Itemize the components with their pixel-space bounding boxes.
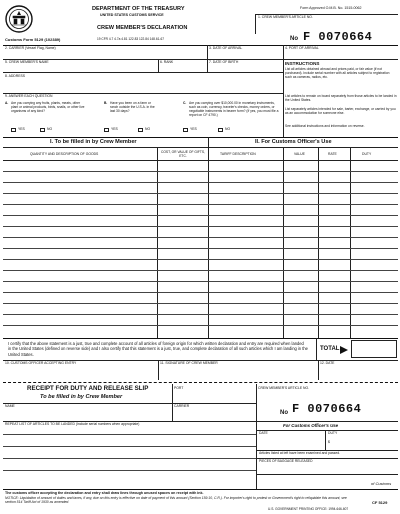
serial-number: F 0070664 bbox=[303, 30, 373, 44]
officer-section-title: II. For Customs Officer's Use bbox=[255, 139, 332, 145]
notice-text: NOTICE: Liquidation of amount of duties and taxes, if any, due on this entry is effective on date of payment of this amount (Section 159.10, C.R.). For importer's right to protest or Government's right to reliquidate this amount, see section 514 Tariff Act of 1930 as amended. bbox=[5, 496, 347, 505]
question-a-text: Are you carrying any fruits, plants, meats, other plant or animal products, birds, snails, or other live organisms of any kind? bbox=[11, 101, 85, 113]
question-a-yes-checkbox[interactable] bbox=[11, 128, 16, 132]
receipt-duty-label: DUTY bbox=[328, 431, 338, 435]
repeat-list-label: REPEAT LIST OF ARTICLES TO BE LANDED (Include serial numbers when appropriate) bbox=[5, 422, 140, 426]
col-cost: COST, OR VALUE OF GIFTS, ETC. bbox=[160, 150, 206, 158]
rank-label: 6. RANK bbox=[160, 60, 174, 64]
question-b-no-checkbox[interactable] bbox=[138, 128, 143, 132]
crew-signature-label: 11. SIGNATURE OF CREW MEMBER bbox=[160, 361, 218, 365]
col-rate: RATE bbox=[328, 152, 337, 156]
receipt-serial-number: F 0070664 bbox=[292, 402, 362, 416]
crew-name-label: 5. CREW MEMBER'S NAME bbox=[5, 60, 49, 64]
crew-article-label: 1. CREW MEMBER'S ARTICLE NO. bbox=[258, 15, 313, 19]
department-name: DEPARTMENT OF THE TREASURY bbox=[92, 6, 185, 12]
officer-entry-label: 10. CUSTOMS OFFICER ACCEPTING ENTRY bbox=[5, 361, 77, 365]
col-quantity: QUANTITY AND DESCRIPTION OF GOODS bbox=[30, 152, 99, 156]
arrow-right-icon bbox=[340, 346, 348, 354]
form-title: CREW MEMBER'S DECLARATION bbox=[97, 25, 188, 31]
receipt-name-label: NAME bbox=[5, 404, 15, 408]
articles-passed-text: Articles listed at left have been examined and passed. bbox=[259, 451, 341, 455]
of-customs-text: of Customs bbox=[371, 481, 392, 486]
officer-use-title: For Customs Officer's Use bbox=[283, 423, 339, 428]
instructions-paragraph-3: List separately articles intended for sale, barter, exchange, or carried by you as an accommodation for someone else. bbox=[285, 107, 396, 115]
date-birth-label: 7. DATE OF BIRTH bbox=[209, 60, 239, 64]
instructions-paragraph-1: List all articles obtained abroad and prices paid, or fair value (if not purchased). Include serial number with all articles subject to registration such as cameras, radios, etc. bbox=[285, 67, 390, 79]
signature-date-label: 12. DATE bbox=[320, 361, 335, 365]
col-tariff: TARIFF DESCRIPTION bbox=[220, 152, 256, 156]
notice-bold: The customs officer accepting the declaration and entry shall draw lines through unused spaces on receipt with ink. bbox=[5, 491, 204, 495]
instructions-title: INSTRUCTIONS bbox=[285, 61, 320, 66]
total-box[interactable] bbox=[351, 340, 397, 358]
receipt-carrier-label: CARRIER bbox=[174, 404, 190, 408]
question-b-text: Have you been on a farm or ranch outside the U.S.A. in the last 30 days? bbox=[110, 101, 155, 113]
cfr-references: 19 CFR 4.7 4.7a 4.81 122.83 122.84 148.61-67 bbox=[97, 37, 164, 41]
receipt-subtitle: To be filled in by Crew Member bbox=[40, 394, 123, 400]
instructions-paragraph-2: List articles to remain on board separately from those articles to be landed in the United States. bbox=[285, 94, 397, 102]
receipt-crew-article-label: CREW MEMBER'S ARTICLE NO. bbox=[258, 386, 310, 390]
gpo-line: U.S. GOVERNMENT PRINTING OFFICE: 1994-646-607 bbox=[268, 507, 349, 511]
port-arrival-label: 4. PORT OF ARRIVAL bbox=[285, 46, 319, 50]
question-b-yes-checkbox[interactable] bbox=[104, 128, 109, 132]
receipt-title: RECEIPT FOR DUTY AND RELEASE SLIP bbox=[27, 385, 149, 392]
receipt-number-prefix: No bbox=[280, 410, 288, 416]
crew-section-title: I. To be filled in by Crew Member bbox=[50, 139, 137, 145]
pieces-released-label: PIECES OF BAGGAGE RELEASED bbox=[259, 459, 313, 463]
instructions-paragraph-4: See additional instructions and information on reverse. bbox=[285, 124, 365, 128]
col-duty: DUTY bbox=[362, 152, 372, 156]
number-prefix: No bbox=[290, 36, 298, 42]
form-code: Customs Form 5129 (102389) bbox=[5, 37, 61, 42]
col-value: VALUE bbox=[294, 152, 305, 156]
form-number: CF 5129 bbox=[372, 500, 388, 505]
treasury-seal-icon bbox=[4, 4, 34, 34]
address-label: 8. ADDRESS bbox=[5, 74, 25, 78]
question-c-no-checkbox[interactable] bbox=[218, 128, 223, 132]
carrier-label: 2. CARRIER (Vessel Flag, Name) bbox=[5, 46, 56, 50]
certification-text: I certify that the above statement is a just, true and complete account of all articles of foreign origin for which written declaration and entry are required when landed in the United States (defined on reverse side) and I also certify that this statement is a just, true, and complete declaration of all such articles which I am landing in the United States. bbox=[8, 341, 308, 357]
receipt-port-label: PORT bbox=[174, 386, 184, 390]
question-c-text: Are you carrying over $10,000.00 in monetary instruments, such as coin, currency, traveler's checks, money orders, or negotiable instruments in bearer form? (If yes, you must file a report on CF 4790.) bbox=[189, 101, 279, 117]
total-label: TOTAL bbox=[320, 346, 340, 352]
service-name: UNITED STATES CUSTOMS SERVICE bbox=[100, 13, 164, 17]
question-a-no-checkbox[interactable] bbox=[40, 128, 45, 132]
receipt-dollar-sign: $ bbox=[328, 440, 330, 444]
date-arrival-label: 3. DATE OF ARRIVAL bbox=[209, 46, 243, 50]
form-approved-note: Form Approved O.M.B. No. 1515-0062 bbox=[300, 6, 362, 10]
receipt-date-label: DATE bbox=[259, 431, 268, 435]
answer-label: 9. ANSWER EACH QUESTION bbox=[5, 94, 53, 98]
question-c-yes-checkbox[interactable] bbox=[183, 128, 188, 132]
